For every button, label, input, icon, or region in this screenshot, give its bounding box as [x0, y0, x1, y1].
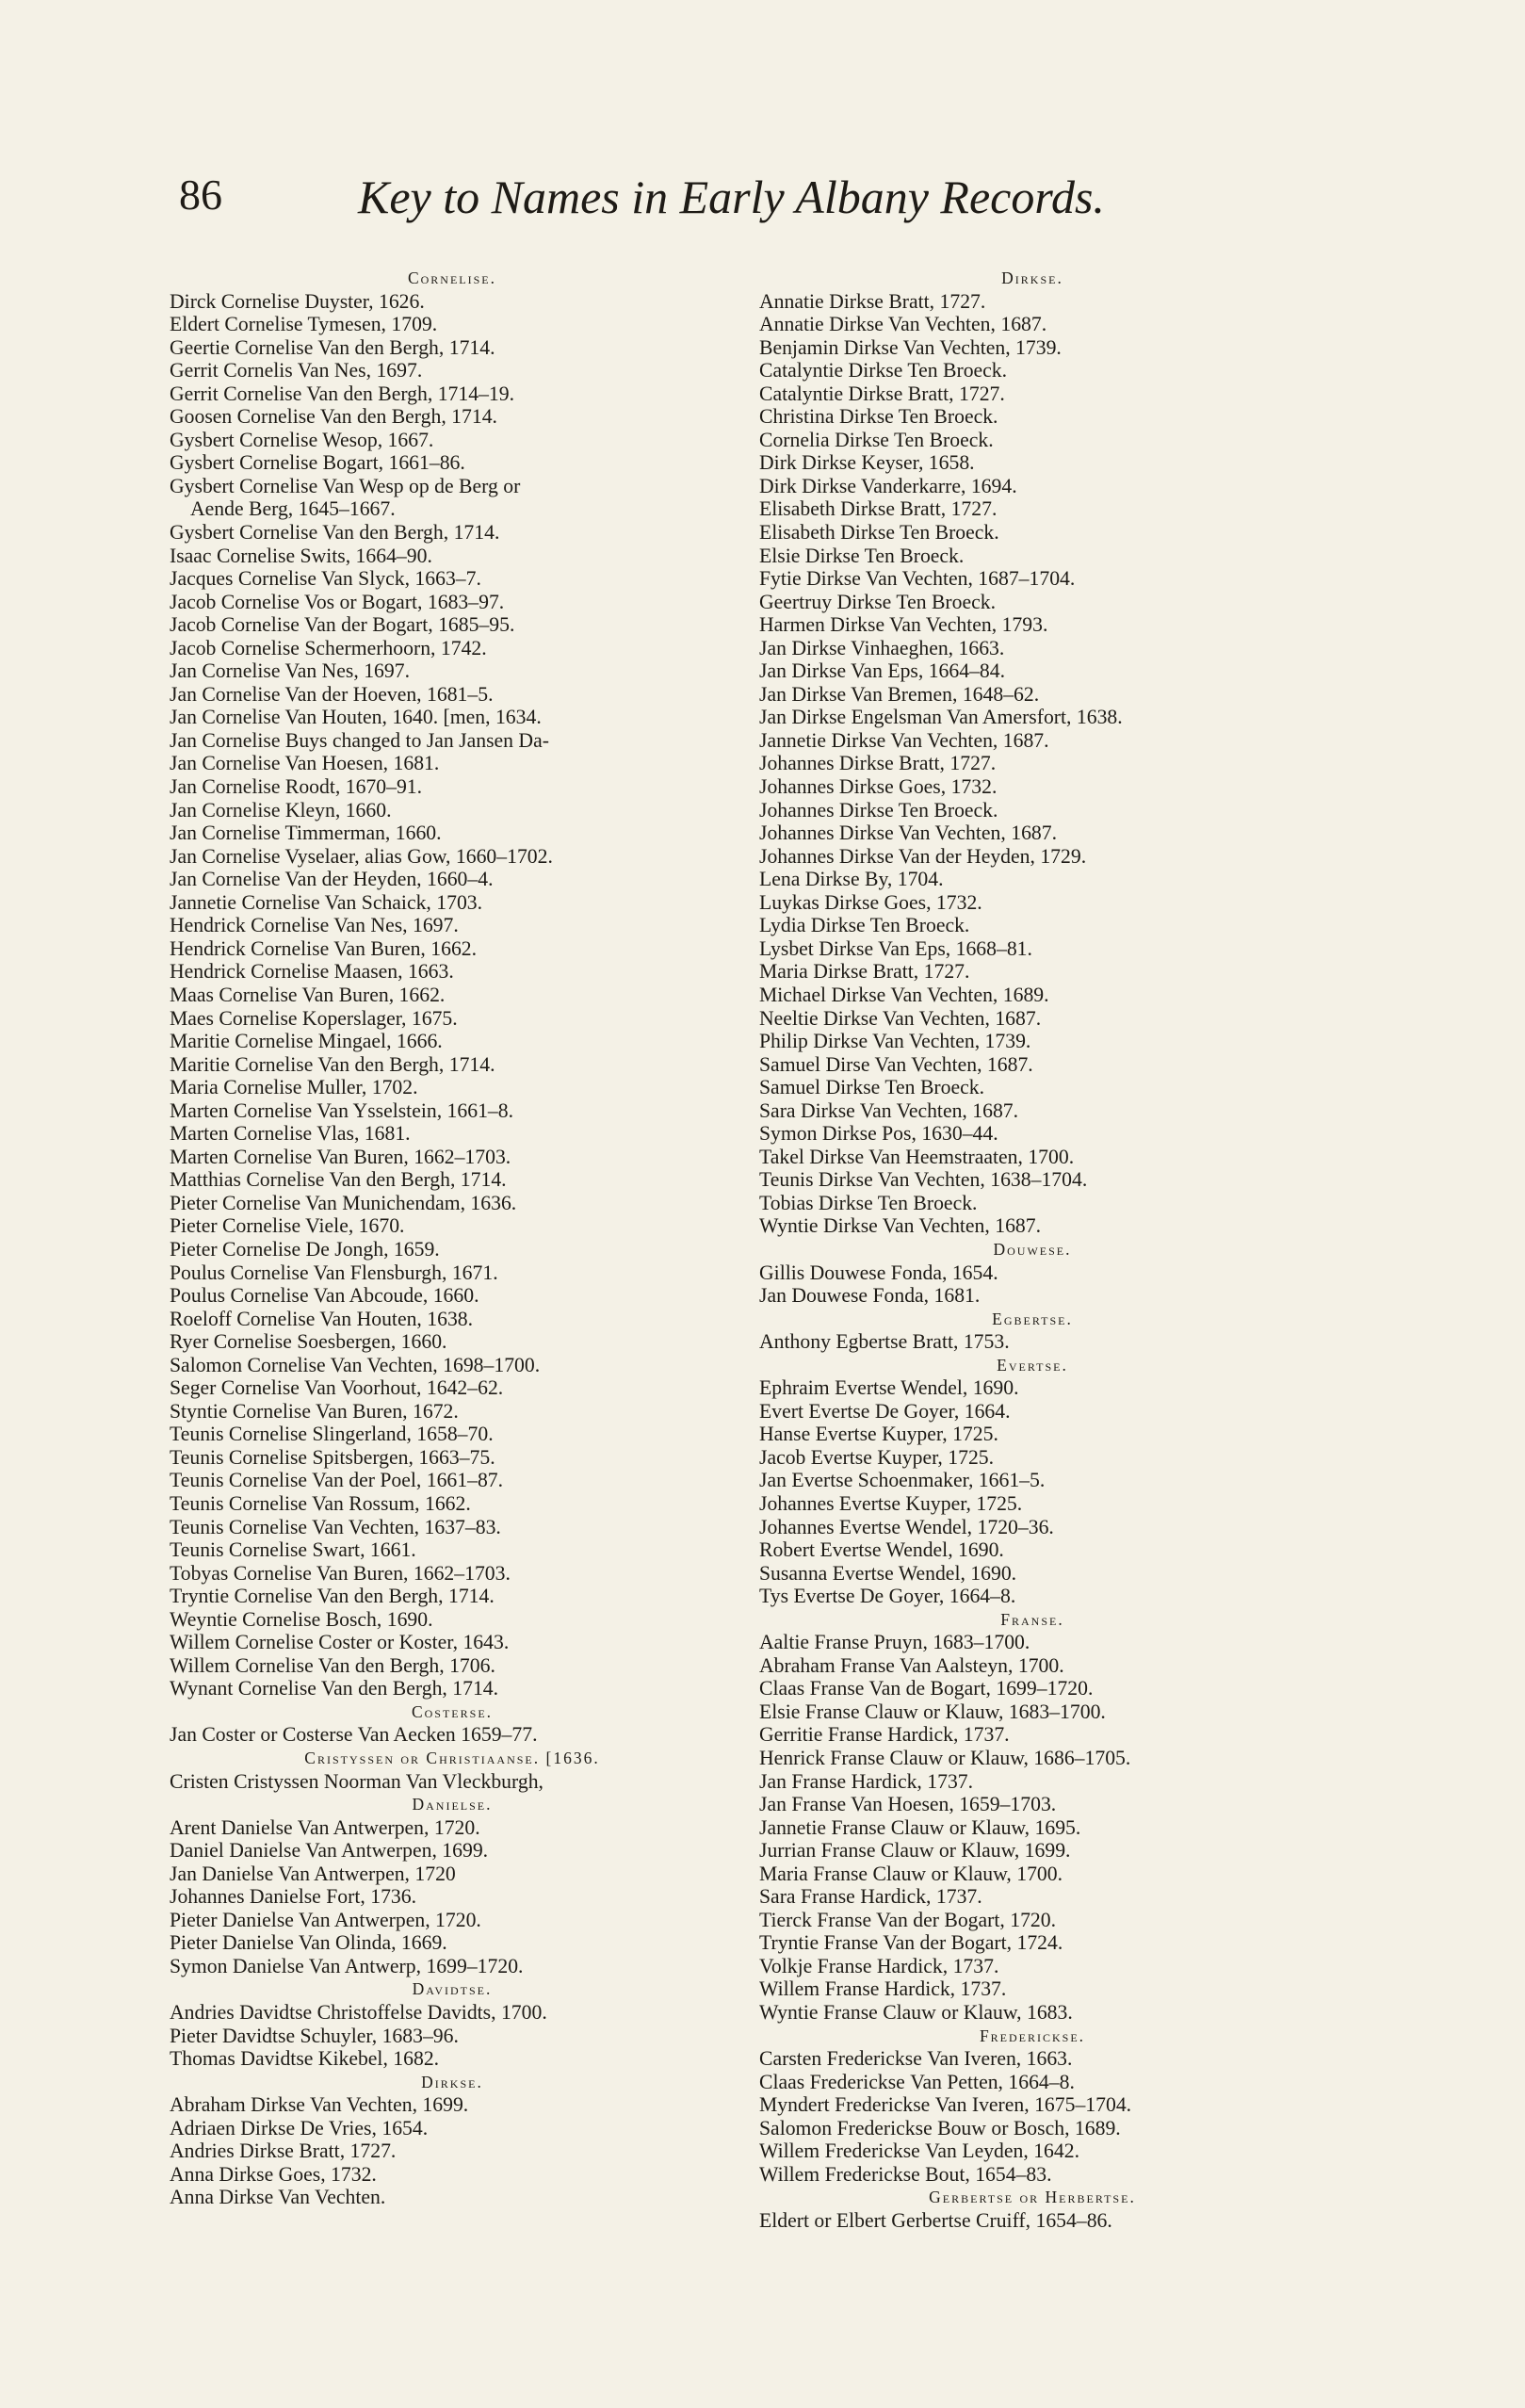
section-heading: Evertse. [997, 1355, 1068, 1375]
name-entry: Jan Danielse Van Antwerpen, 1720 [170, 1862, 456, 1885]
name-entry: Teunis Cornelise Swart, 1661. [170, 1538, 416, 1562]
name-entry: Tys Evertse De Goyer, 1664–8. [759, 1585, 1016, 1608]
name-entry: Jan Cornelise Timmerman, 1660. [170, 822, 442, 845]
name-entry: Annatie Dirkse Van Vechten, 1687. [759, 313, 1047, 336]
name-entry: Seger Cornelise Van Voorhout, 1642–62. [170, 1376, 504, 1400]
name-entry: Pieter Cornelise Viele, 1670. [170, 1214, 405, 1238]
name-entry: Jan Coster or Costerse Van Aecken 1659–77. [170, 1723, 538, 1747]
name-entry: Arent Danielse Van Antwerpen, 1720. [170, 1815, 480, 1839]
name-entry: Robert Evertse Wendel, 1690. [759, 1538, 1004, 1562]
name-entry: Johannes Dirkse Van Vechten, 1687. [759, 822, 1058, 845]
name-entry: Jan Franse Hardick, 1737. [759, 1769, 974, 1793]
name-entry: Anthony Egbertse Bratt, 1753. [759, 1330, 1010, 1354]
section-heading: Cornelise. [407, 268, 497, 287]
name-entry: Jan Cornelise Van Houten, 1640. [men, 1634. [170, 706, 542, 729]
name-entry: Lena Dirkse By, 1704. [759, 868, 944, 891]
name-entry: Aaltie Franse Pruyn, 1683–1700. [759, 1631, 1030, 1654]
name-entry: Hanse Evertse Kuyper, 1725. [759, 1423, 998, 1446]
name-entry: Fytie Dirkse Van Vechten, 1687–1704. [759, 567, 1076, 591]
name-entry: Salomon Fredericksе Bouw or Bosch, 1689. [759, 2116, 1121, 2140]
name-entry: Claas Franse Van de Bogart, 1699–1720. [759, 1677, 1094, 1700]
name-entry: Gysbert Cornelise Van den Bergh, 1714. [170, 521, 500, 545]
name-entry: Gerritie Franse Hardick, 1737. [759, 1723, 1010, 1747]
section-heading: Gerbertse or Herbertse. [929, 2188, 1136, 2207]
name-entry: Maritie Cornelise Van den Bergh, 1714. [170, 1052, 495, 1076]
name-entry: Roeloff Cornelise Van Houten, 1638. [170, 1307, 474, 1330]
name-entry: Pieter Danielse Van Olinda, 1669. [170, 1931, 447, 1955]
name-entry: Teunis Cornelise Slingerland, 1658–70. [170, 1423, 494, 1446]
name-entry: Jan Dirkse Van Bremen, 1648–62. [759, 682, 1040, 706]
name-entry: Teunis Cornelise Van Rossum, 1662. [170, 1491, 471, 1515]
name-entry: Tobias Dirkse Ten Broeck. [759, 1191, 978, 1214]
name-entry: Maes Cornelise Koperslager, 1675. [170, 1006, 458, 1030]
name-entry: Hendrick Cornelise Van Buren, 1662. [170, 936, 478, 960]
name-entry: Tobyas Cornelise Van Buren, 1662–1703. [170, 1561, 511, 1585]
name-entry: Willem Cornelise Van den Bergh, 1706. [170, 1653, 495, 1677]
name-entry: Maria Cornelise Muller, 1702. [170, 1076, 418, 1099]
name-entry: Daniel Danielse Van Antwerpen, 1699. [170, 1839, 489, 1863]
name-entry: Marten Cornelise Vlas, 1681. [170, 1122, 411, 1146]
name-entry: Maria Franse Clauw or Klauw, 1700. [759, 1862, 1063, 1885]
name-entry: Jan Cornelise Van der Hoeven, 1681–5. [170, 682, 494, 706]
name-entry: Poulus Cornelise Van Flensburgh, 1671. [170, 1261, 498, 1284]
name-entry: Eldert or Elbert Gerbertse Cruiff, 1654–86. [759, 2208, 1112, 2232]
right-column [759, 267, 1306, 2232]
name-entry: Gysbert Cornelise Wesop, 1667. [170, 428, 434, 451]
name-entry: Wyntie Franse Clauw or Klauw, 1683. [759, 2001, 1073, 2025]
section-heading: Dirkse. [1001, 268, 1063, 287]
name-entry: Pieter Cornelise De Jongh, 1659. [170, 1237, 440, 1261]
name-entry: Pieter Danielse Van Antwerpen, 1720. [170, 1908, 481, 1931]
name-entry: Takel Dirkse Van Heemstraaten, 1700. [759, 1145, 1075, 1168]
name-entry: Jan Cornelise Van Nes, 1697. [170, 659, 410, 683]
name-entry: Wynant Cornelise Van den Bergh, 1714. [170, 1677, 499, 1700]
name-entry: Jacques Cornelise Van Slyck, 1663–7. [170, 567, 481, 591]
name-entry: Christina Dirkse Ten Broeck. [759, 405, 998, 429]
name-entry: Catalyntie Dirkse Ten Broeck. [759, 359, 1008, 382]
name-entry: Willem Franse Hardick, 1737. [759, 1977, 1007, 2001]
name-entry: Jan Dirkse Van Eps, 1664–84. [759, 659, 1006, 683]
section-heading: Dirkse. [421, 2072, 483, 2091]
name-entry: Lysbet Dirkse Van Eps, 1668–81. [759, 936, 1032, 960]
name-entry: Maria Dirkse Bratt, 1727. [759, 960, 970, 984]
name-entry: Pieter Davidtse Schuyler, 1683–96. [170, 2024, 459, 2047]
section-heading: Franse. [1000, 1609, 1064, 1629]
name-entry: Jacob Cornelise Schermerhoorn, 1742. [170, 636, 487, 659]
name-entry: Henrick Franse Clauw or Klauw, 1686–1705. [759, 1747, 1131, 1769]
name-entry: Jan Evertse Schoenmaker, 1661–5. [759, 1469, 1046, 1492]
name-entry: Myndert Fredericksе Van Iveren, 1675–1704. [759, 2093, 1132, 2117]
name-entry: Eldert Cornelise Tymesen, 1709. [170, 313, 438, 336]
name-entry: Jannetie Dirkse Van Vechten, 1687. [759, 728, 1049, 752]
page-number: 86 [179, 171, 222, 219]
name-entry: Benjamin Dirkse Van Vechten, 1739. [759, 335, 1062, 359]
name-entry: Ephraim Evertse Wendel, 1690. [759, 1376, 1019, 1400]
name-entry: Hendrick Cornelise Maasen, 1663. [170, 960, 454, 984]
name-entry: Willem Fredericksе Bout, 1654–83. [759, 2162, 1052, 2186]
name-entry: Sara Dirkse Van Vechten, 1687. [759, 1098, 1019, 1122]
name-entry: Thomas Davidtse Kikebel, 1682. [170, 2047, 440, 2071]
name-entry: Abraham Dirkse Van Vechten, 1699. [170, 2093, 469, 2117]
section-heading: Douwese. [993, 1239, 1072, 1259]
section-heading: Costerse. [411, 1701, 494, 1721]
name-entry: Jan Cornelise Buys changed to Jan Jansen Da- [170, 728, 549, 752]
name-entry: Abraham Franse Van Aalsteyn, 1700. [759, 1653, 1064, 1677]
name-entry: Poulus Cornelise Van Abcoude, 1660. [170, 1284, 479, 1308]
name-entry: Cristen Cristyssen Noorman Van Vleckburgh, [170, 1769, 543, 1793]
name-entry: Matthias Cornelise Van den Bergh, 1714. [170, 1168, 507, 1192]
name-entry: Teunis Dirkse Van Vechten, 1638–1704. [759, 1168, 1088, 1192]
name-entry: Jan Cornelise Van der Heyden, 1660–4. [170, 868, 494, 891]
name-entry: Jacob Cornelise Van der Bogart, 1685–95. [170, 613, 515, 637]
name-entry: Anna Dirkse Van Vechten. [170, 2186, 386, 2209]
section-heading: Danielse. [412, 1795, 493, 1814]
running-title: Key to Names in Early Albany Records. [358, 171, 1105, 223]
name-entry: Willem Fredericksе Van Leyden, 1642. [759, 2140, 1079, 2163]
name-entry: Johannes Dirkse Bratt, 1727. [759, 752, 997, 775]
name-entry: Geertie Cornelise Van den Bergh, 1714. [170, 335, 495, 359]
name-entry: Weyntie Cornelise Bosch, 1690. [170, 1607, 433, 1631]
name-entry: Neeltie Dirkse Van Vechten, 1687. [759, 1006, 1042, 1030]
name-entry: Goosen Cornelise Van den Bergh, 1714. [170, 405, 497, 429]
name-entry: Johannes Dirkse Van der Heyden, 1729. [759, 844, 1087, 868]
name-entry: Carsten Fredericksе Van Iveren, 1663. [759, 2047, 1073, 2071]
name-entry: Jurrian Franse Clauw or Klauw, 1699. [759, 1839, 1071, 1863]
name-entry: Andries Dirkse Bratt, 1727. [170, 2140, 397, 2163]
name-entry: Johannes Evertse Wendel, 1720–36. [759, 1515, 1054, 1538]
name-entry: Tryntie Cornelise Van den Bergh, 1714. [170, 1585, 495, 1608]
name-entry: Harmen Dirkse Van Vechten, 1793. [759, 613, 1048, 637]
name-entry: Jan Douwese Fonda, 1681. [759, 1284, 981, 1308]
section-heading: Davidtse. [412, 1979, 493, 1999]
name-entry: Jan Cornelise Kleyn, 1660. [170, 798, 392, 822]
name-entry: Michael Dirkse Van Vechten, 1689. [759, 983, 1049, 1006]
name-entry: Samuel Dirse Van Vechten, 1687. [759, 1052, 1033, 1076]
name-entry: Hendrick Cornelise Van Nes, 1697. [170, 914, 459, 937]
name-entry: Salomon Cornelise Van Vechten, 1698–1700. [170, 1353, 541, 1376]
name-entry: Styntie Cornelise Van Buren, 1672. [170, 1399, 459, 1423]
name-entry: Elisabeth Dirkse Bratt, 1727. [759, 497, 998, 521]
section-heading: Cristyssen or Christiaanse. [1636. [304, 1749, 600, 1767]
name-entry: Jan Dirkse Vinhaeghen, 1663. [759, 636, 1005, 659]
name-entry: Jan Cornelise Vyselaer, alias Gow, 1660–1702. [170, 844, 553, 868]
name-entry: Susanna Evertse Wendel, 1690. [759, 1561, 1017, 1585]
name-entry: Jan Cornelise Roodt, 1670–91. [170, 775, 423, 799]
name-entry: Sara Franse Hardick, 1737. [759, 1885, 982, 1909]
name-entry-continuation: Aende Berg, 1645–1667. [190, 497, 396, 521]
name-entry: Volkje Franse Hardick, 1737. [759, 1954, 999, 1977]
name-entry: Jan Dirkse Engelsman Van Amersfort, 1638. [759, 706, 1123, 729]
name-entry: Teunis Cornelise Van der Poel, 1661–87. [170, 1469, 504, 1492]
name-entry: Marten Cornelise Van Ysselstein, 1661–8. [170, 1098, 514, 1122]
name-entry: Evert Evertse De Goyer, 1664. [759, 1399, 1011, 1423]
page-header [179, 170, 1215, 236]
name-entry: Gysbert Cornelise Bogart, 1661–86. [170, 451, 465, 475]
name-entry: Ryer Cornelise Soesbergen, 1660. [170, 1330, 447, 1354]
name-entry: Johannes Dirkse Ten Broeck. [759, 798, 998, 822]
name-entry: Maas Cornelise Van Buren, 1662. [170, 983, 446, 1006]
name-entry: Philip Dirkse Van Vechten, 1739. [759, 1030, 1031, 1053]
name-entry: Gerrit Cornelise Van den Bergh, 1714–19. [170, 382, 515, 405]
name-entry: Dirk Dirkse Vanderkarre, 1694. [759, 474, 1017, 497]
name-entry: Anna Dirkse Goes, 1732. [170, 2162, 377, 2186]
name-entry: Johannes Dirkse Goes, 1732. [759, 775, 998, 799]
name-entry: Jan Cornelise Van Hoesen, 1681. [170, 752, 440, 775]
name-entry: Elsie Franse Clauw or Klauw, 1683–1700. [759, 1700, 1106, 1723]
name-entry: Samuel Dirkse Ten Broeck. [759, 1076, 984, 1099]
name-entry: Teunis Cornelise Spitsbergen, 1663–75. [170, 1445, 495, 1469]
name-entry: Maritie Cornelise Mingael, 1666. [170, 1030, 443, 1053]
name-entry: Geertruy Dirkse Ten Broeck. [759, 590, 997, 613]
name-entry: Claas Fredericksе Van Petten, 1664–8. [759, 2070, 1075, 2093]
name-entry: Dirck Cornelise Duyster, 1626. [170, 289, 425, 313]
name-entry: Tryntie Franse Van der Bogart, 1724. [759, 1931, 1063, 1955]
name-entry: Gerrit Cornelis Van Nes, 1697. [170, 359, 423, 382]
name-entry: Cornelia Dirkse Ten Broeck. [759, 428, 994, 451]
name-entry: Johannes Evertse Kuyper, 1725. [759, 1491, 1023, 1515]
name-entry: Dirk Dirkse Keyser, 1658. [759, 451, 975, 475]
name-entry: Andries Davidtse Christoffelse Davidts, 1700. [170, 2001, 547, 2025]
name-entry: Johannes Danielse Fort, 1736. [170, 1885, 417, 1909]
name-entry: Annatie Dirkse Bratt, 1727. [759, 289, 986, 313]
name-entry: Catalyntie Dirkse Bratt, 1727. [759, 382, 1005, 405]
name-entry: Elsie Dirkse Ten Broeck. [759, 544, 965, 567]
name-entry: Lydia Dirkse Ten Broeck. [759, 914, 970, 937]
name-entry: Elisabeth Dirkse Ten Broeck. [759, 521, 999, 545]
section-heading: Egbertse. [992, 1309, 1073, 1328]
name-entry: Jan Franse Van Hoesen, 1659–1703. [759, 1793, 1057, 1816]
name-entry: Jannetie Franse Clauw or Klauw, 1695. [759, 1815, 1081, 1839]
name-entry: Pieter Cornelise Van Munichendam, 1636. [170, 1191, 517, 1214]
name-entry: Isaac Cornelise Swits, 1664–90. [170, 544, 432, 567]
name-entry: Gillis Douwese Fonda, 1654. [759, 1261, 998, 1284]
name-entry: Marten Cornelise Van Buren, 1662–1703. [170, 1145, 511, 1168]
section-heading: Fredericksе. [979, 2026, 1086, 2045]
name-entry: Tierck Franse Van der Bogart, 1720. [759, 1908, 1057, 1931]
left-column [170, 267, 735, 2209]
name-entry: Jacob Evertse Kuyper, 1725. [759, 1445, 995, 1469]
name-entry: Jannetie Cornelise Van Schaick, 1703. [170, 890, 483, 914]
name-entry: Jacob Cornelise Vos or Bogart, 1683–97. [170, 590, 505, 613]
name-entry: Teunis Cornelise Van Vechten, 1637–83. [170, 1515, 501, 1538]
name-entry: Symon Dirkse Pos, 1630–44. [759, 1122, 998, 1146]
name-entry: Willem Cornelise Coster or Koster, 1643. [170, 1631, 510, 1654]
name-entry: Wyntie Dirkse Van Vechten, 1687. [759, 1214, 1042, 1238]
name-entry: Symon Danielse Van Antwerp, 1699–1720. [170, 1954, 524, 1977]
name-entry: Gysbert Cornelise Van Wesp op de Berg or [170, 474, 521, 497]
name-entry: Luykas Dirkse Goes, 1732. [759, 890, 982, 914]
name-entry: Adriaen Dirkse De Vries, 1654. [170, 2116, 429, 2140]
